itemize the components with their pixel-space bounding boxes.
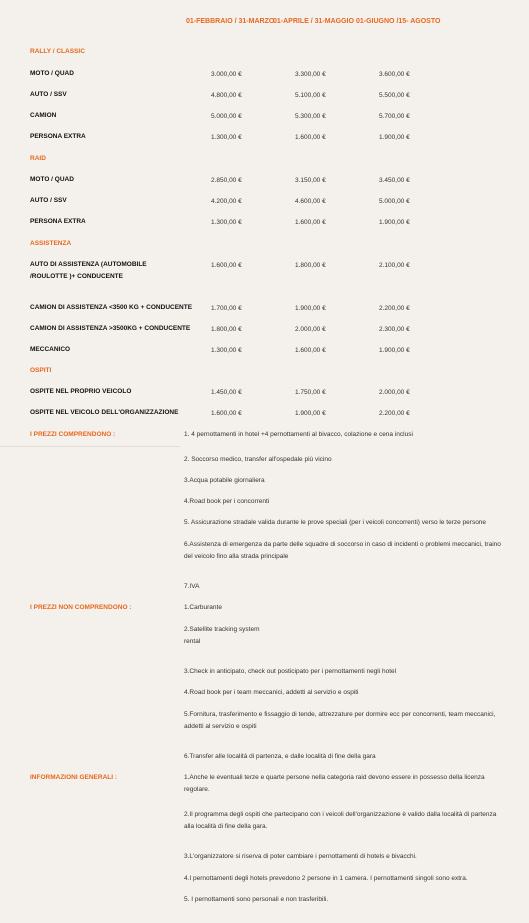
excluded-item: 4.Road book per i team meccanici, addetti al servizio e ospiti: [184, 689, 359, 696]
price-cell: 1.900,00 €: [295, 410, 326, 417]
price-cell: 1.800,00 €: [211, 326, 242, 333]
price-cell: 5.000,00 €: [379, 198, 410, 205]
section-title-info: INFORMAZIONI GENERALI :: [30, 774, 118, 781]
price-cell: 1.600,00 €: [295, 134, 326, 141]
price-cell: 3.300,00 €: [295, 71, 326, 78]
price-cell: 1.450,00 €: [211, 389, 242, 396]
divider: [0, 446, 180, 447]
info-item: 5. I pernottamenti sono personali e non trasferibili.: [184, 896, 329, 903]
included-item: 3.Acqua potabile giornaliera: [184, 477, 265, 484]
price-cell: 1.750,00 €: [295, 389, 326, 396]
price-cell: 3.450,00 €: [379, 177, 410, 184]
info-item: 1.Anche le eventuali terze e quarte persone nella categoria raid devono essere in possesso della licenza regolare.: [184, 774, 485, 793]
price-cell: 1.900,00 €: [295, 305, 326, 312]
included-item: 4.Road book per i concorrenti: [184, 498, 270, 505]
section-title-rally: RALLY / CLASSIC: [30, 48, 85, 55]
price-row-label: MOTO / QUAD: [30, 176, 74, 183]
price-row-label: CAMION DI ASSISTENZA <3500 KG + CONDUCENTE: [30, 304, 193, 311]
price-cell: 1.600,00 €: [211, 410, 242, 417]
price-cell: 2.300,00 €: [379, 326, 410, 333]
price-cell: 2.200,00 €: [379, 305, 410, 312]
info-item: 3.L'organizzatore si riserva di poter cambiare i pernottamenti di hotels e bivacchi.: [184, 853, 417, 860]
price-cell: 1.300,00 €: [211, 347, 242, 354]
excluded-item: 6.Transfer alle località di partenza, e dalle località di fine della gara: [184, 753, 376, 760]
price-row-label: AUTO / SSV: [30, 91, 67, 98]
price-cell: 1.600,00 €: [295, 219, 326, 226]
price-cell: 2.200,00 €: [379, 410, 410, 417]
price-row-label: CAMION: [30, 112, 57, 119]
price-cell: 1.900,00 €: [379, 134, 410, 141]
price-row-label: AUTO DI ASSISTENZA (AUTOMOBILE /ROULOTTE )+ CONDUCENTE: [30, 261, 147, 280]
included-item: 5. Assicurazione stradale valida durante le prove speciali (per i veicoli concorrenti) verso le terze persone: [184, 519, 487, 526]
price-row-label: OSPITE NEL PROPRIO VEICOLO: [30, 388, 132, 395]
price-cell: 3.600,00 €: [379, 71, 410, 78]
info-item: 4.I pernottamenti degli hotels prevedono 2 persone in 1 camera. I pernottamenti singoli sono extra.: [184, 875, 468, 882]
price-row-label: AUTO / SSV: [30, 197, 67, 204]
included-item: 2. Soccorso medico, transfer all'ospedale più vicino: [184, 456, 332, 463]
price-row-label: PERSONA EXTRA: [30, 218, 86, 225]
price-cell: 1.600,00 €: [295, 347, 326, 354]
price-cell: 3.150,00 €: [295, 177, 326, 184]
price-cell: 1.300,00 €: [211, 134, 242, 141]
price-cell: 1.600,00 €: [211, 262, 242, 269]
price-row-label: MOTO / QUAD: [30, 70, 74, 77]
info-item: 2.Il programma degli ospiti che partecipano con i veicoli dell'organizzazione è valido dalla località di partenza alla località di fine della gara.: [184, 811, 497, 830]
section-title-ospiti: OSPITI: [30, 367, 52, 374]
price-cell: 4.200,00 €: [211, 198, 242, 205]
price-row-label: OSPITE NEL VEICOLO DELL'ORGANIZZAZIONE: [30, 409, 179, 416]
price-cell: 2.100,00 €: [379, 262, 410, 269]
price-row-label: PERSONA EXTRA: [30, 133, 86, 140]
period-header-2: 01-APRILE / 31-MAGGIO: [273, 18, 354, 25]
excluded-item: 2.Satellite tracking system rental: [184, 626, 260, 645]
excluded-item: 5.Fornitura, trasferimento e fissaggio di tende, attrezzature per dormire ecc per concorrenti, team meccanici, addetti al servizio e ospiti: [184, 711, 496, 730]
price-cell: 1.300,00 €: [211, 219, 242, 226]
price-row-label: CAMION DI ASSISTENZA >3500KG + CONDUCENTE: [30, 325, 191, 332]
excluded-item: 3.Check in anticipato, check out posticipato per i pernottamenti negli hotel: [184, 668, 397, 675]
included-item: 1. 4 pernottamenti in hotel +4 pernottamenti al bivacco, colazione e cena inclusi: [184, 431, 413, 438]
excluded-item: 1.Carburante: [184, 604, 222, 611]
price-cell: 5.700,00 €: [379, 113, 410, 120]
section-title-comprendono: I PREZZI COMPRENDONO :: [30, 431, 116, 438]
included-item: 6.Assistenza di emergenza da parte delle squadre di soccorso in caso di incidenti o problemi meccanici, traino del veicolo fino alla strada principale: [184, 541, 501, 560]
price-cell: 1.900,00 €: [379, 219, 410, 226]
price-cell: 3.000,00 €: [211, 71, 242, 78]
price-cell: 1.700,00 €: [211, 305, 242, 312]
price-cell: 4.600,00 €: [295, 198, 326, 205]
price-cell: 5.300,00 €: [295, 113, 326, 120]
section-title-assistenza: ASSISTENZA: [30, 240, 72, 247]
section-title-raid: RAID: [30, 155, 46, 162]
period-header-1: 01-FEBBRAIO / 31-MARZO: [186, 18, 275, 25]
price-cell: 5.500,00 €: [379, 92, 410, 99]
price-cell: 5.000,00 €: [211, 113, 242, 120]
price-cell: 1.800,00 €: [295, 262, 326, 269]
price-cell: 4.800,00 €: [211, 92, 242, 99]
price-cell: 2.850,00 €: [211, 177, 242, 184]
period-header-3: 01-GIUGNO /15- AGOSTO: [356, 18, 441, 25]
price-cell: 2.000,00 €: [379, 389, 410, 396]
section-title-non-comprendono: I PREZZI NON COMPRENDONO :: [30, 604, 132, 611]
price-row-label: MECCANICO: [30, 346, 71, 353]
price-cell: 5.100,00 €: [295, 92, 326, 99]
price-cell: 1.900,00 €: [379, 347, 410, 354]
price-cell: 2.000,00 €: [295, 326, 326, 333]
included-item: 7.IVA: [184, 583, 200, 590]
